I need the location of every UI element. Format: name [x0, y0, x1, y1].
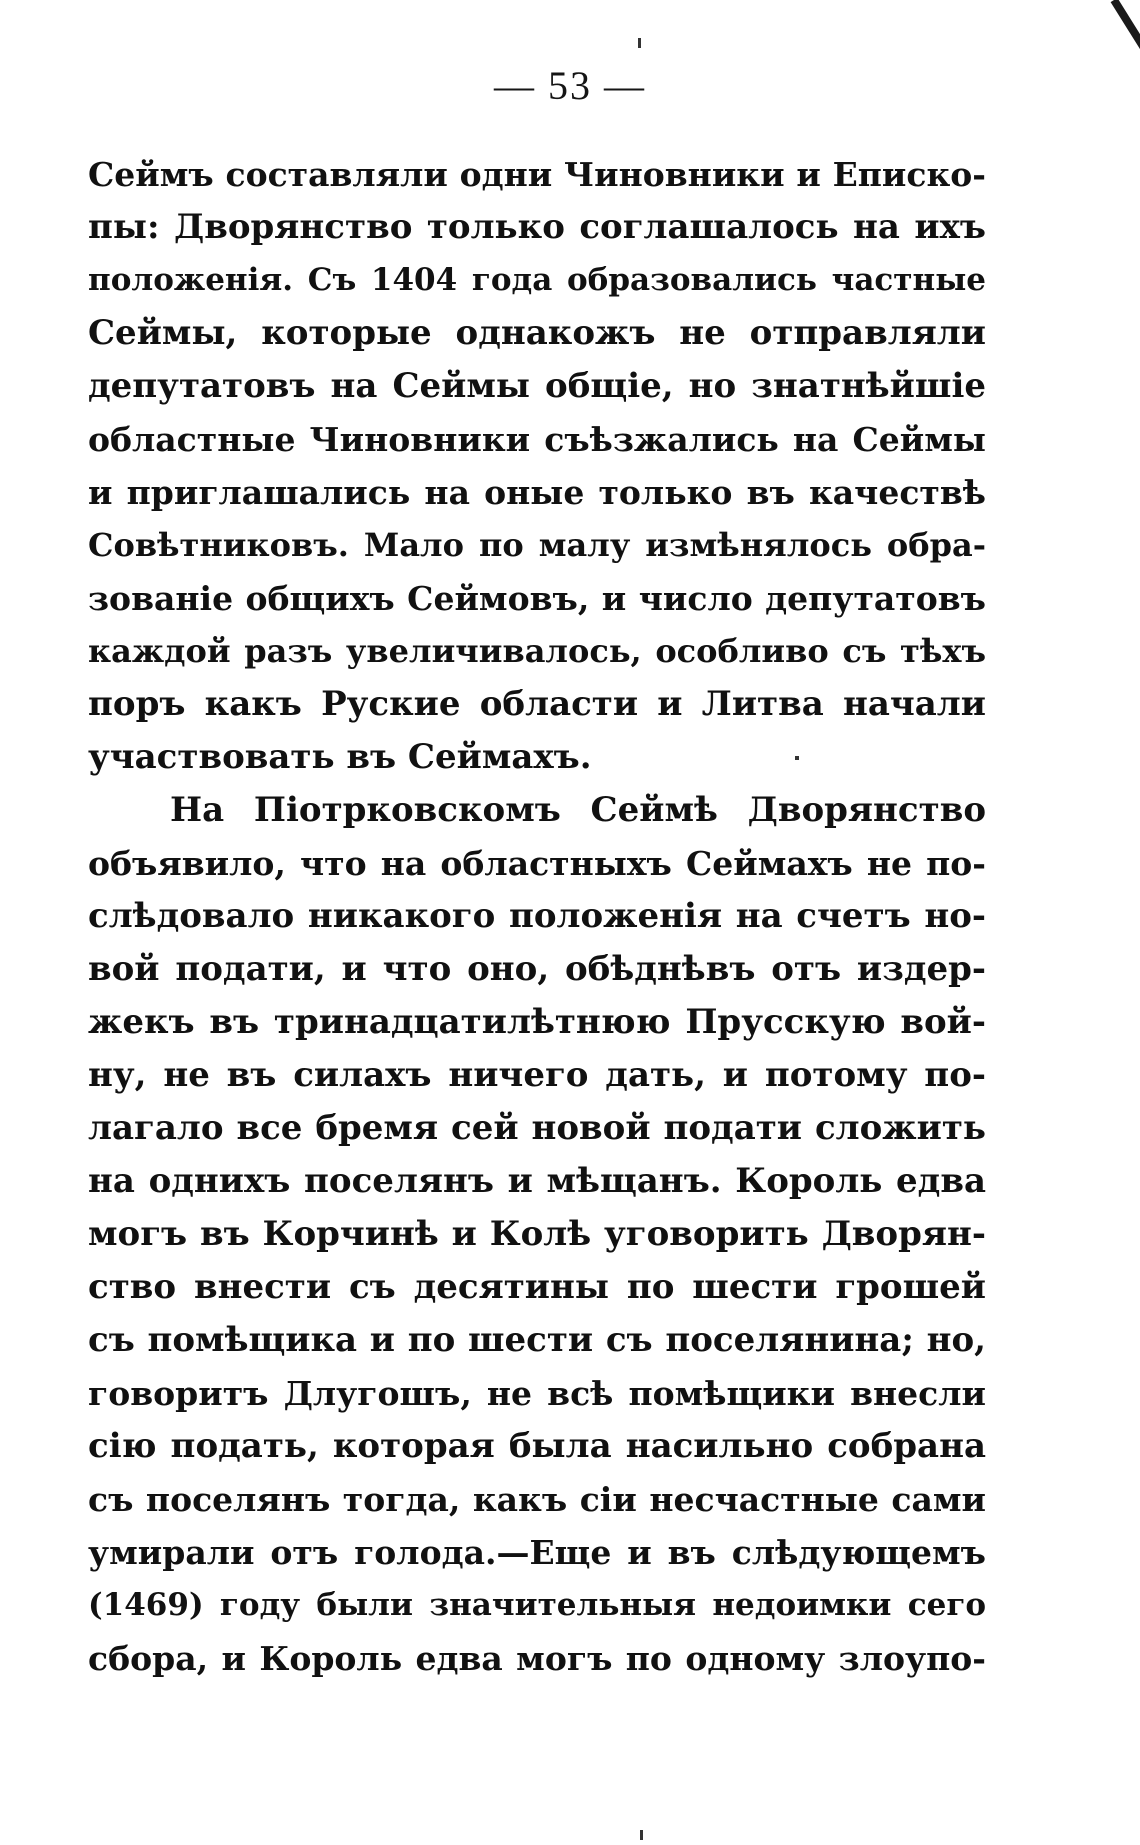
- text-line: сбора, и Король едва могъ по одному злоупо-: [88, 1639, 986, 1678]
- ink-speck: [640, 1830, 643, 1840]
- text-line: зованіе общихъ Сеймовъ, и число депутатовъ: [88, 579, 986, 618]
- paragraph-2: [88, 784, 986, 1685]
- text-line: объявило, что на областныхъ Сеймахъ не по-: [88, 844, 986, 883]
- text-line: ну, не въ силахъ ничего дать, и потому по-: [88, 1055, 986, 1095]
- text-line: говоритъ Длугошъ, не всѣ помѣщики внесли: [88, 1374, 986, 1413]
- text-line: сію подать, которая была насильно собрана: [88, 1426, 986, 1466]
- text-line: Сеймы, которые однакожъ не отправляли: [88, 313, 986, 353]
- paragraph-1: [88, 148, 986, 784]
- text-line: съ помѣщика и по шести съ поселянина; но,: [88, 1320, 986, 1360]
- text-line: положенія. Съ 1404 года образовались частные: [88, 262, 986, 298]
- ink-speck: [638, 38, 641, 48]
- text-line: жекъ въ тринадцатилѣтнюю Прусскую вой-: [88, 1002, 986, 1042]
- text-line: на однихъ поселянъ и мѣщанъ. Король едва: [88, 1161, 986, 1201]
- page-number: — 53 —: [494, 63, 646, 108]
- text-line: На Піотрковскомъ Сеймѣ Дворянство: [170, 790, 986, 830]
- text-line: лагало все бремя сей новой подати сложить: [88, 1108, 986, 1148]
- text-line: вой подати, и что оно, обѣднѣвъ отъ издер-: [88, 949, 986, 989]
- body-text: [88, 148, 986, 1685]
- text-line: ство внести съ десятины по шести грошей: [88, 1267, 986, 1307]
- text-line: областные Чиновники съѣзжались на Сеймы: [88, 420, 986, 459]
- text-line: поръ какъ Руские области и Литва начали: [88, 684, 986, 724]
- text-line: Сеймъ составляли одни Чиновники и Еписко-: [88, 155, 986, 194]
- text-line: умирали отъ голода.—Еще и въ слѣдующемъ: [88, 1533, 986, 1572]
- text-line: пы: Дворянство только соглашалось на ихъ: [88, 207, 986, 247]
- text-line: каждой разъ увеличивалось, особливо съ тѣхъ: [88, 632, 986, 670]
- text-line: Совѣтниковъ. Мало по малу измѣнялось обра-: [88, 526, 986, 564]
- text-line: участвовать въ Сеймахъ.: [88, 737, 592, 777]
- text-line: могъ въ Корчинѣ и Колѣ уговорить Дворян-: [88, 1214, 986, 1254]
- text-line: и приглашались на оные только въ качествѣ: [88, 473, 986, 512]
- text-line: слѣдовало никакого положенія на счетъ но-: [88, 896, 986, 936]
- text-line: (1469) году были значительныя недоимки сего: [88, 1587, 986, 1623]
- text-line: депутатовъ на Сеймы общіе, но знатнѣйшіе: [88, 366, 986, 406]
- text-line: съ поселянъ тогда, какъ сіи несчастные сами: [88, 1480, 986, 1519]
